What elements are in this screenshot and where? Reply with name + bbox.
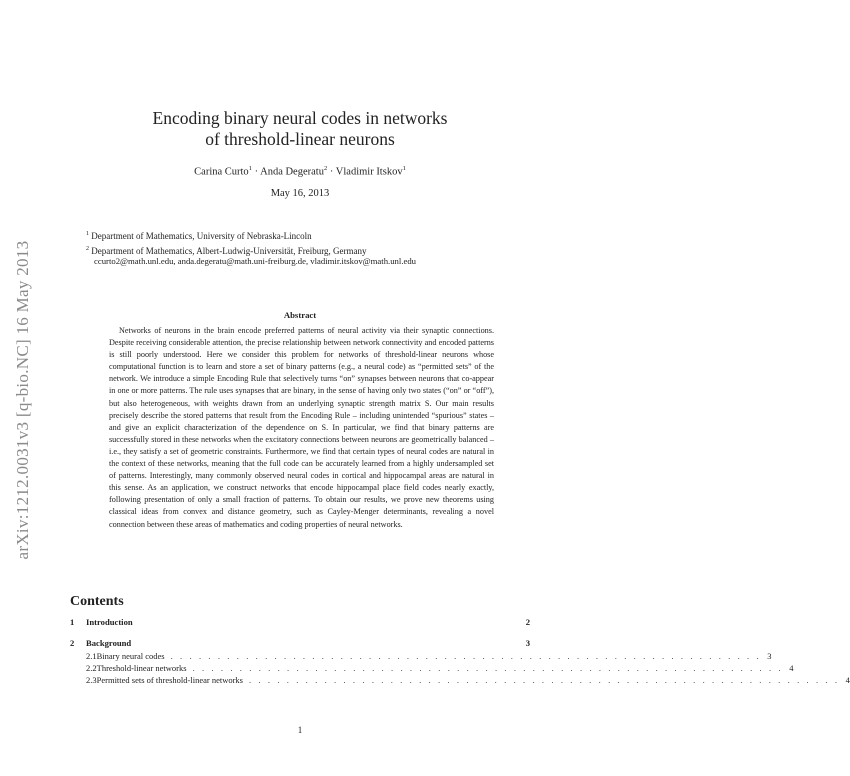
author-separator: · bbox=[254, 166, 259, 178]
toc-label: Background bbox=[86, 638, 132, 648]
author-affiliation-mark: 2 bbox=[323, 165, 328, 172]
toc-label: Binary neural codes bbox=[96, 651, 165, 661]
toc-leader-dots: . . . . . . . . . . . . . . . . . . . . . . . . . . . . . . . . . . . . . . . . . . . . . . . . . . . . . . . . . . . . . . . bbox=[192, 663, 784, 673]
toc-entry-permitted-sets[interactable] bbox=[70, 675, 850, 687]
affiliation bbox=[86, 229, 312, 242]
toc-page: 4 bbox=[789, 663, 794, 673]
toc-number: 2 bbox=[70, 638, 75, 648]
toc-page: 3 bbox=[525, 638, 530, 648]
toc-page: 3 bbox=[767, 651, 772, 661]
toc-entry-background[interactable] bbox=[70, 638, 530, 650]
toc-leader-dots: . . . . . . . . . . . . . . . . . . . . . . . . . . . . . . . . . . . . . . . . . . . . . . . . . . . . . . . . . . . . . . . bbox=[170, 651, 762, 661]
author-name: Vladimir Itskov bbox=[335, 166, 403, 178]
author-emails: ccurto2@math.unl.edu, anda.degeratu@math.uni-freiburg.de, vladimir.itskov@math.unl.edu bbox=[94, 256, 417, 266]
abstract-heading: Abstract bbox=[283, 310, 317, 320]
toc-page: 4 bbox=[845, 675, 850, 685]
toc-label: Permitted sets of threshold-linear networks bbox=[96, 675, 243, 685]
author-list bbox=[0, 165, 600, 178]
author-separator: · bbox=[329, 166, 334, 178]
toc-number: 2.2 bbox=[86, 663, 97, 673]
paper-title-line-2: of threshold-linear neurons bbox=[205, 129, 395, 149]
contents-heading: Contents bbox=[70, 594, 124, 609]
author-affiliation-mark: 1 bbox=[248, 165, 252, 172]
author-affiliation-mark: 1 bbox=[402, 165, 406, 172]
affiliation-mark: 2 bbox=[86, 246, 89, 252]
toc-page: 2 bbox=[525, 617, 530, 627]
paper-title-line-1: Encoding binary neural codes in networks bbox=[152, 108, 448, 128]
toc-number: 2.1 bbox=[86, 651, 97, 661]
affiliation-text: Department of Mathematics, Albert-Ludwig-Universität, Freiburg, Germany bbox=[91, 246, 367, 256]
toc-entry-threshold-linear-networks[interactable] bbox=[70, 663, 794, 675]
toc-label: Introduction bbox=[86, 617, 133, 627]
author-name: Carina Curto bbox=[194, 166, 249, 178]
arxiv-stamp-text: arXiv:1212.0031v3 [q-bio.NC] 16 May 2013 bbox=[13, 240, 32, 560]
toc-number: 2.3 bbox=[86, 675, 97, 685]
affiliation-mark: 1 bbox=[86, 231, 89, 237]
arxiv-stamp bbox=[10, 210, 36, 590]
affiliation-text: Department of Mathematics, University of Nebraska-Lincoln bbox=[91, 231, 312, 241]
abstract-body: Networks of neurons in the brain encode preferred patterns of neural activity via their synaptic connections. Despite receiving considerable attention, the precise relationship between network connectivity and encoded patterns is still poorly understood. Here we consider this problem for networks of threshold-linear neurons whose computational function is to learn and store a set of binary patterns (e.g., a neural code) as “permitted sets” of the network. We introduce a simple Encoding Rule that selectively turns “on” synapses between neurons that co-appear in one or more patterns. The rule uses synapses that are binary, in the sense of having only two states (“on” or “off”), but also heterogeneous, with weights drawn from an underlying synaptic strength matrix S. Our main results precisely describe the stored patterns that result from the Encoding Rule – including unintended “spurious” states – and give an explicit characterization of the dependence on S. In particular, we find that binary patterns are successfully stored in these networks when the excitatory connections between neurons are geometrically balanced – i.e., they satisfy a set of geometric constraints. Furthermore, we find that certain types of neural codes are natural in the context of these networks, meaning that the full code can be accurately learned from a highly undersampled set of patterns. Interestingly, many commonly observed neural codes in cortical and hippocampal areas are natural in this sense. As an application, we construct networks that encode hippocampal place field codes nearly exactly, following presentation of only a small fraction of patterns. To obtain our results, we prove new theorems using classical ideas from convex and distance geometry, such as Cayley-Menger determinants, revealing a novel connection between these areas of mathematics and coding properties of neural networks. bbox=[109, 326, 494, 529]
toc-number: 1 bbox=[70, 617, 75, 627]
paper-date: May 16, 2013 bbox=[270, 188, 330, 199]
page-number: 1 bbox=[297, 725, 303, 735]
toc-entry-binary-neural-codes[interactable] bbox=[70, 651, 772, 663]
toc-label: Threshold-linear networks bbox=[96, 663, 187, 673]
toc-leader-dots: . . . . . . . . . . . . . . . . . . . . . . . . . . . . . . . . . . . . . . . . . . . . . . . . . . . . . . . . . . . . . . . bbox=[248, 675, 840, 685]
author-name: Anda Degeratu bbox=[260, 166, 324, 178]
toc-entry-introduction[interactable] bbox=[70, 617, 530, 629]
